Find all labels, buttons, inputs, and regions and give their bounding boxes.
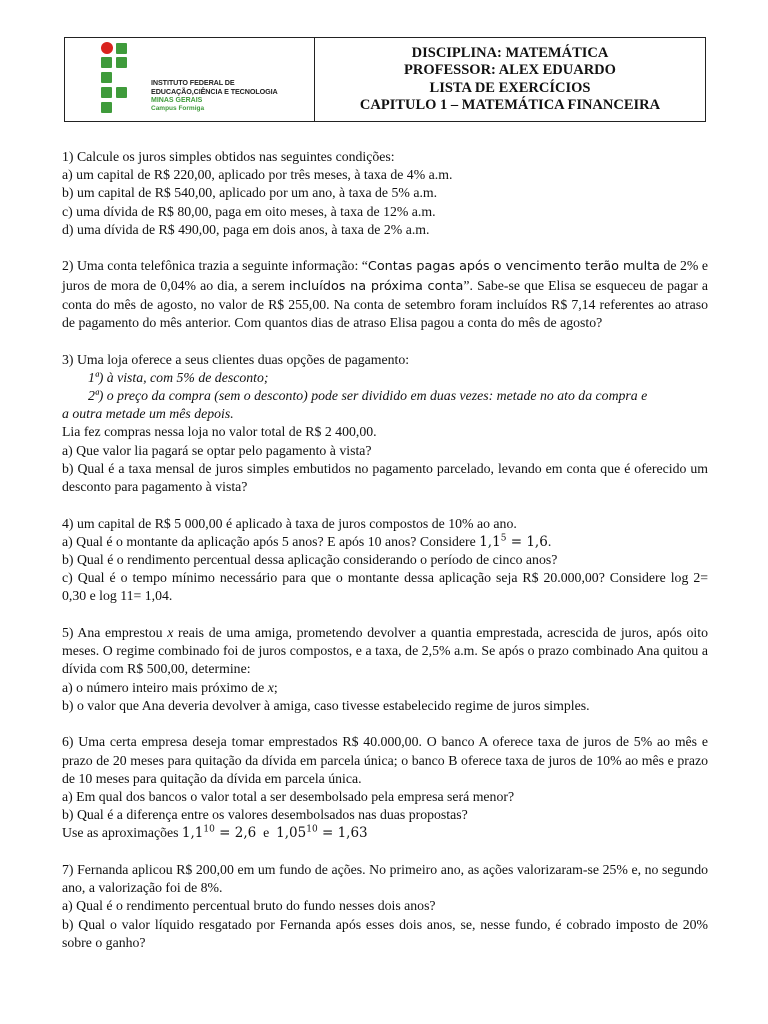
question-1-intro: 1) Calcule os juros simples obtidos nas seguintes condições:: [62, 149, 395, 164]
question-6-formula-2: [276, 825, 367, 841]
question-4-item-a: [62, 533, 708, 551]
question-2: [62, 257, 708, 332]
formula-base: 1,1: [181, 825, 204, 842]
question-2-quote-2: incluídos na próxima conta: [288, 278, 464, 294]
question-6-intro: 6) Uma certa empresa deseja tomar emprestados R$ 40.000,00. O banco A oferece taxa de juros de 5% ao mês e prazo de 20 meses para quitação da dívida em parcela única; o banco B oferece taxa de juros de 10% ao mês e prazo de 10 meses para quitação da dívida em parcela única.: [62, 734, 708, 786]
logo-square: [101, 72, 112, 83]
question-2-pre: 2) Uma conta telefônica trazia a seguinte informação: “: [62, 258, 368, 274]
question-5-p1: 5) Ana emprestou: [62, 625, 168, 641]
question-3-intro: 3) Uma loja oferece a seus clientes duas opções de pagamento:: [62, 351, 410, 367]
question-3-option-1: 1ª) à vista, com 5% de desconto;: [88, 369, 269, 385]
formula-exponent: 5: [500, 533, 507, 544]
exercise-list: [62, 148, 708, 970]
logo-red-dot: [101, 42, 113, 54]
formula-exponent: 10: [306, 824, 318, 835]
formula-rhs: = 1,63: [317, 825, 368, 842]
question-6-use: Use as aproximações: [62, 825, 182, 841]
question-6-and: e: [256, 825, 277, 841]
question-7-item-a: a) Qual é o rendimento percentual bruto do fundo nesses dois anos?: [62, 898, 436, 914]
question-3-item-b: b) Qual é a taxa mensal de juros simples embutidos no pagamento parcelado, levando em conta que é oferecido um desconto para pagamento à vista?: [62, 460, 708, 495]
logo-square: [116, 57, 127, 68]
question-2-text: [62, 257, 708, 332]
header-titles: [315, 38, 705, 121]
discipline-title: DISCIPLINA: MATEMÁTICA: [411, 44, 609, 61]
question-5: [62, 624, 708, 715]
question-5-x: x: [167, 625, 174, 641]
question-4: [62, 515, 708, 606]
logo-square: [101, 87, 112, 98]
question-1-item-d: d) uma dívida de R$ 490,00, paga em dois anos, à taxa de 2% a.m.: [62, 221, 430, 237]
question-5-a-pre: a) o número inteiro mais próximo de: [62, 679, 268, 695]
institution-logo: [65, 38, 315, 121]
question-4-a-end: .: [547, 533, 552, 549]
question-6-formula-1: [182, 825, 256, 841]
question-4-intro: 4) um capital de R$ 5 000,00 é aplicado à taxa de juros compostos de 10% ao ano.: [62, 515, 517, 531]
question-7-item-b: b) Qual o valor líquido resgatado por Fernanda após esses dois anos, se, nesse fundo, é cobrado imposto de 20% sobre o ganho?: [62, 916, 708, 950]
question-5-text: [62, 624, 708, 679]
question-1-item-b: b) um capital de R$ 540,00, aplicado por um ano, à taxa de 5% a.m.: [62, 185, 438, 201]
question-4-a-text: a) Qual é o montante da aplicação após 5 anos? E após 10 anos? Considere: [62, 533, 480, 549]
logo-square: [116, 87, 127, 98]
formula-exponent: 10: [203, 824, 215, 835]
question-5-p2: reais de uma amiga, prometendo devolver a quantia emprestada, acrescida de juros, após oito meses. O regime combinado foi de juros compostos, e a taxa, de 2,5% a.m. Se após o prazo combinado Ana quitou a dívida com R$ 500,00, determine:: [62, 625, 708, 677]
question-3-item-a: a) Que valor lia pagará se optar pelo pagamento à vista?: [62, 442, 372, 458]
list-title: LISTA DE EXERCÍCIOS: [429, 79, 591, 96]
professor-title: PROFESSOR: ALEX EDUARDO: [404, 62, 616, 78]
question-6-approx: [62, 824, 708, 842]
logo-line-4: Campus Formiga: [151, 105, 205, 112]
question-2-mid: de 2% e juros de mora de 0,04% ao dia, a serem: [62, 258, 708, 293]
question-6-item-b: b) Qual é a diferença entre os valores desembolsados nas duas propostas?: [62, 807, 468, 823]
question-4-a-formula: [479, 534, 548, 550]
question-5-a-post: ;: [273, 679, 278, 695]
question-7: [62, 861, 708, 952]
formula-base: 1,1: [479, 533, 501, 550]
question-5-item-a: [62, 679, 708, 697]
question-2-quote-1: Contas pagas após o vencimento terão multa: [367, 259, 661, 275]
logo-mark: [101, 42, 143, 118]
logo-square: [116, 43, 127, 54]
question-3-option-2: 2ª) o preço da compra (sem o desconto) pode ser dividido em duas vezes: metade no ato da compra e: [88, 388, 648, 404]
question-1: [62, 148, 708, 239]
question-4-item-b: b) Qual é o rendimento percentual dessa aplicação considerando o período de cinco anos?: [62, 552, 558, 568]
chapter-title: CAPITULO 1 – MATEMÁTICA FINANCEIRA: [359, 97, 661, 113]
question-3-option-2-cont: a outra metade um mês depois.: [62, 406, 234, 422]
question-6-item-a: a) Em qual dos bancos o valor total a ser desembolsado pela empresa será menor?: [62, 789, 515, 805]
question-6: [62, 733, 708, 842]
logo-line-1: INSTITUTO FEDERAL DE: [151, 78, 235, 87]
question-7-intro: 7) Fernanda aplicou R$ 200,00 em um fundo de ações. No primeiro ano, as ações valorizaram-se 25% e, no segundo ano, a valorização foi de 8%.: [62, 862, 708, 896]
logo-line-3: MINAS GERAIS: [151, 97, 203, 104]
question-5-item-b: b) o valor que Ana deveria devolver à amiga, caso tivesse estabelecido regime de juros simples.: [62, 697, 590, 713]
question-1-item-c: c) uma dívida de R$ 80,00, paga em oito meses, à taxa de 12% a.m.: [62, 203, 436, 219]
question-4-item-c: c) Qual é o tempo mínimo necessário para que o montante dessa aplicação seja R$ 20.000,00? Considere log 2= 0,30 e log 11= 1,04.: [62, 570, 708, 604]
logo-square: [101, 102, 112, 113]
formula-base: 1,05: [276, 825, 307, 842]
question-5-a-x: x: [267, 679, 274, 695]
logo-line-2: EDUCAÇÃO,CIÊNCIA E TECNOLOGIA: [151, 87, 278, 96]
formula-rhs: = 1,6: [506, 533, 548, 550]
question-1-item-a: a) um capital de R$ 220,00, aplicado por três meses, à taxa de 4% a.m.: [62, 167, 453, 183]
question-3: [62, 351, 708, 497]
formula-rhs: = 2,6: [214, 825, 257, 842]
question-2-post: ”. Sabe-se que Elisa se esqueceu de pagar a conta do mês de agosto, no valor de R$ 255,00. Na conta de setembro foram incluídos R$ 7,14 referentes ao atraso de pagamento do mês anterior. Com quantos dias de atraso Elisa pagou a conta do mês de agosto?: [62, 277, 709, 331]
logo-square: [101, 57, 112, 68]
header-box: [64, 37, 706, 122]
question-3-lia: Lia fez compras nessa loja no valor total de R$ 2 400,00.: [62, 424, 377, 440]
logo-text: [151, 78, 278, 113]
